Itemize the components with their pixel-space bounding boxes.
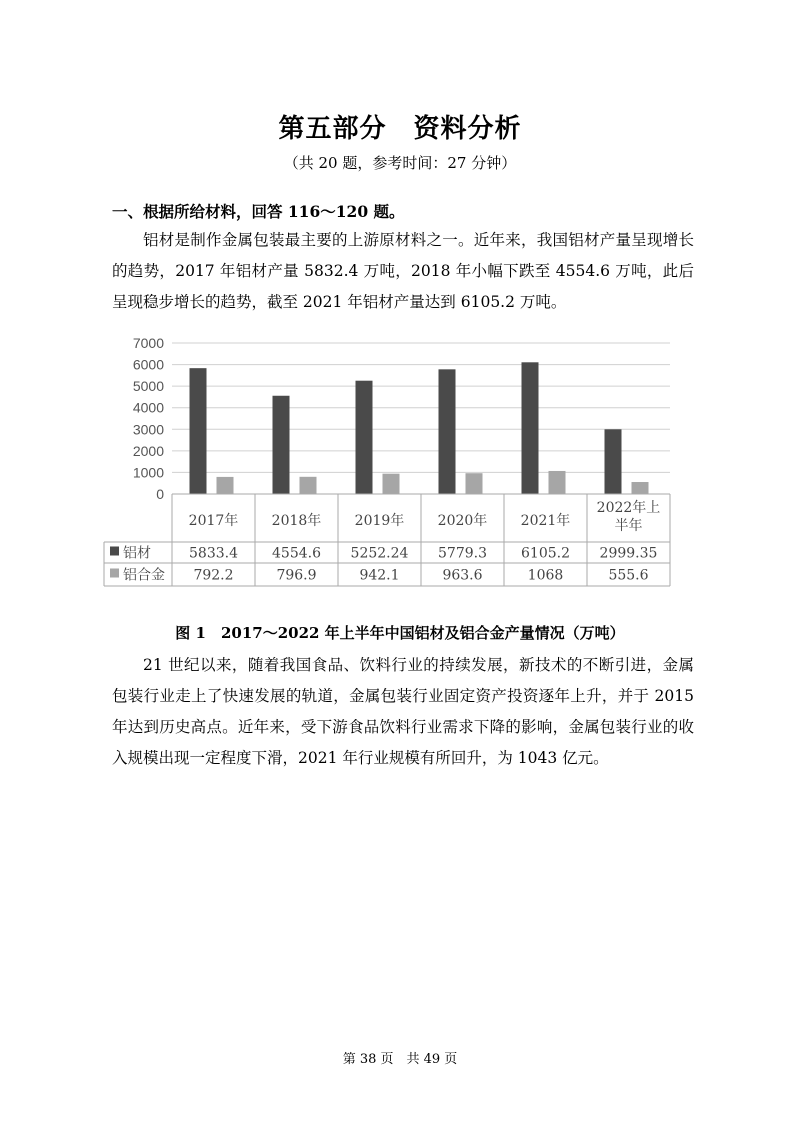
bar — [439, 369, 456, 494]
legend-label: 铝合金 — [123, 567, 165, 584]
y-tick-label: 5000 — [132, 378, 164, 395]
y-tick-label: 4000 — [132, 399, 164, 416]
y-tick-label: 7000 — [132, 335, 164, 351]
data-label: 942.1 — [359, 567, 400, 584]
bar — [605, 429, 622, 494]
data-label: 963.6 — [442, 567, 483, 584]
data-label: 5252.24 — [350, 545, 409, 562]
bar — [300, 477, 317, 494]
x-tick-label: 2020年 — [437, 513, 488, 529]
data-label: 2999.35 — [599, 545, 658, 562]
data-label: 555.6 — [608, 567, 649, 584]
bar — [466, 473, 483, 494]
bar — [217, 477, 234, 494]
bar — [383, 474, 400, 494]
section-heading: 一、根据所给材料，回答 116～120 题。 — [112, 202, 405, 221]
paragraph-2: 21 世纪以来，随着我国食品、饮料行业的持续发展，新技术的不断引进，金属包装行业走上了快速发展的轨道，金属包装行业固定资产投资逐年上升，并于 2015 年达到历史高点。近年来，受下游食品饮料行业需求下降的影响，金属包装行业的收入规模出现一定程度下滑，2021 年行业规模有所回升，为 1043 亿元。 — [112, 656, 694, 767]
x-tick-label: 2018年 — [271, 513, 322, 529]
y-tick-label: 6000 — [132, 356, 164, 373]
data-label: 6105.2 — [521, 545, 570, 562]
x-tick-label: 2017年 — [188, 513, 239, 529]
y-tick-label: 0 — [156, 486, 164, 502]
figure-caption: 图 1 2017～2022 年上半年中国铝材及铝合金产量情况（万吨） — [175, 624, 625, 642]
x-tick-label: 2021年 — [520, 513, 571, 529]
bar — [522, 362, 539, 494]
page-subtitle: （共 20 题，参考时间：27 分钟） — [283, 154, 517, 172]
x-tick-label: 2022年上 — [596, 500, 661, 516]
bar — [190, 368, 207, 494]
data-label: 4554.6 — [272, 545, 321, 562]
data-label: 792.2 — [193, 567, 234, 584]
bar — [273, 396, 290, 494]
legend-swatch — [110, 547, 119, 556]
bar — [549, 471, 566, 494]
page-footer: 第 38 页 共 49 页 — [342, 1052, 458, 1067]
y-tick-label: 3000 — [132, 421, 164, 438]
legend-swatch — [110, 569, 119, 578]
page-title: 第五部分 资料分析 — [278, 114, 522, 144]
bar — [356, 381, 373, 494]
y-tick-label: 1000 — [132, 464, 164, 481]
bar — [632, 482, 649, 494]
data-label: 1068 — [527, 567, 564, 584]
data-label: 796.9 — [276, 567, 317, 584]
data-label: 5779.3 — [438, 545, 487, 562]
y-tick-label: 2000 — [132, 442, 164, 459]
data-label: 5833.4 — [189, 545, 238, 562]
x-tick-label: 半年 — [614, 518, 643, 534]
x-tick-label: 2019年 — [354, 513, 405, 529]
paragraph-1: 铝材是制作金属包装最主要的上游原材料之一。近年来，我国铝材产量呈现增长的趋势，2017 年铝材产量 5832.4 万吨，2018 年小幅下跌至 4554.6 万吨，此后呈现稳步增长的趋势，截至 2021 年铝材产量达到 6105.2 万吨。 — [112, 231, 694, 311]
legend-label: 铝材 — [123, 545, 151, 562]
